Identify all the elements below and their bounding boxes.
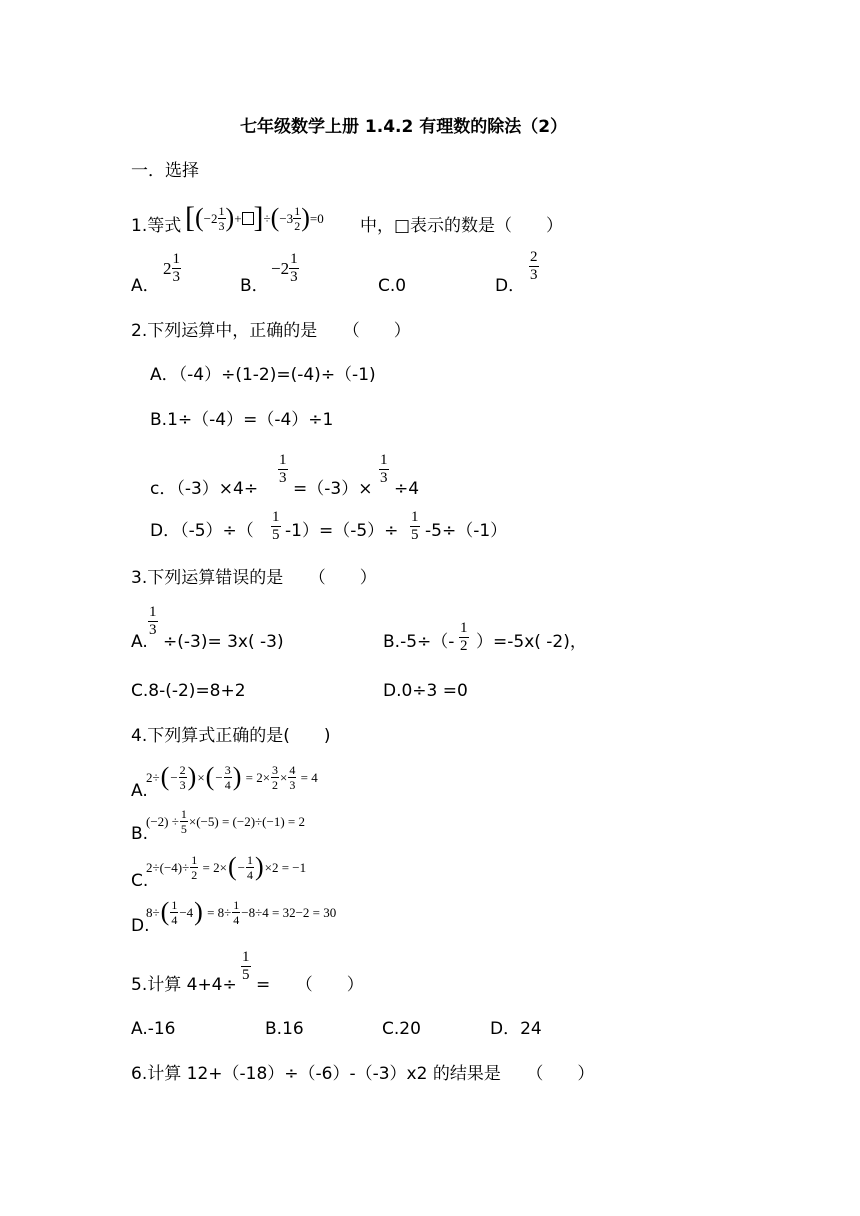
q1-option-a-label: A． xyxy=(131,276,160,296)
q2-option-c-frac2: $\frac{1}{3}$ xyxy=(380,452,388,486)
q3-stem: 3.下列运算错误的是 （ ） xyxy=(131,568,377,588)
q5-option-d: D．24 xyxy=(490,1019,542,1039)
q2-option-d-part1: D．（-5）÷（ xyxy=(150,521,254,541)
q4-stem: 4.下列算式正确的是( ) xyxy=(131,726,331,746)
q1-option-d-den: 3 xyxy=(530,267,538,283)
q1-option-b-fraction xyxy=(289,252,299,285)
q6-stem: 6.计算 12+（-18）÷（-6）-（-3）x2 的结果是 （ ） xyxy=(131,1064,595,1084)
q1-option-c: C.0 xyxy=(378,276,407,296)
q1-option-a-value xyxy=(163,252,181,285)
q2-option-d-part2: -1）=（-5）÷ xyxy=(285,521,399,541)
q1-prefix: 1.等式 xyxy=(131,216,182,236)
q1-option-a-whole: 2 xyxy=(163,259,172,278)
page-title: 七年级数学上册 1.4.2 有理数的除法（2） xyxy=(240,117,568,137)
q3-option-a-label: A. xyxy=(131,632,148,652)
q4-option-a-label: A. xyxy=(131,781,148,801)
q2-option-c-part3: ÷4 xyxy=(394,479,420,499)
q3-option-b-part1: B.-5÷（- xyxy=(383,632,455,652)
q1-option-d-num: 2 xyxy=(530,249,538,265)
q2-stem: 2.下列运算中，正确的是 （ ） xyxy=(131,321,411,341)
q1-option-d-label: D． xyxy=(495,276,526,296)
q1-option-b-value xyxy=(271,252,299,285)
q2-option-c-frac1: $\frac{1}{3}$ xyxy=(279,452,287,486)
q2-option-d-part3: -5÷（-1） xyxy=(425,521,508,541)
q4-option-c-label: C. xyxy=(131,871,149,891)
q1-option-b-num: 1 xyxy=(290,251,298,267)
q1-equation: [ ( −2 $\frac{1}{3}$ ) + ] ÷ ( −3 $\frac{1}{2}$ ) =0 xyxy=(185,201,324,234)
q3-option-c: C.8-(-2)=8+2 xyxy=(131,681,246,701)
q4-option-c-equation: 2÷(−4)÷ $\frac{1}{2}$ = 2× ( − $\frac{1}{4}$ ) ×2 = −1 xyxy=(146,852,307,882)
q3-option-b-frac: $\frac{1}{2}$ xyxy=(460,620,468,654)
q1-option-d-value xyxy=(529,250,539,283)
q3-option-b-part2: ）=-5x( -2)， xyxy=(476,632,587,652)
q2-option-c-part1: c．（-3）×4÷ xyxy=(150,479,259,499)
q1-option-a-fraction xyxy=(172,252,182,285)
q1-option-a-num: 1 xyxy=(172,251,180,267)
section-heading: 一．选择 xyxy=(131,161,199,181)
q5-part1: 5.计算 4+4÷ xyxy=(131,975,237,995)
q5-part2: = （ ） xyxy=(256,975,364,995)
q4-option-b-equation: (−2) ÷ $\frac{1}{5}$ ×(−5) = (−2)÷(−1) = 2 xyxy=(146,806,305,836)
q4-option-d-equation: 8÷ ( $\frac{1}{4}$ −4 ) = 8÷ $\frac{1}{4}$ −8÷4 = 32−2 = 30 xyxy=(146,897,337,927)
q3-option-d: D.0÷3 =0 xyxy=(383,681,468,701)
q4-option-b-label: B. xyxy=(131,824,149,844)
q1-option-d-fraction xyxy=(529,250,539,283)
q5-option-a: A.-16 xyxy=(131,1019,176,1039)
q3-option-a-frac: $\frac{1}{3}$ xyxy=(149,604,157,638)
q1-suffix: 中，□表示的数是（ ） xyxy=(360,216,564,236)
q2-option-b: B.1÷（-4）=（-4）÷1 xyxy=(150,410,334,430)
q5-option-b: B.16 xyxy=(265,1019,304,1039)
q1-option-b-den: 3 xyxy=(290,269,298,285)
q4-option-d-label: D. xyxy=(131,916,150,936)
q1-option-a-den: 3 xyxy=(172,269,180,285)
q3-option-a-rest: ÷(-3)= 3x( -3) xyxy=(163,632,284,652)
q2-option-d-frac1: $\frac{1}{5}$ xyxy=(272,509,280,543)
q2-option-c-part2: =（-3）× xyxy=(293,479,373,499)
q1-option-b-label: B． xyxy=(240,276,269,296)
q4-option-a-equation: 2÷ ( − $\frac{2}{3}$ ) × ( − $\frac{3}{4}$ ) = 2× $\frac{3}{2}$ × $\frac{4}{3}$ = 4 xyxy=(146,762,318,792)
q2-option-d-frac2: $\frac{1}{5}$ xyxy=(411,509,419,543)
q2-option-a: A．（-4）÷(1-2)=(-4)÷（-1) xyxy=(150,365,376,385)
q5-option-c: C.20 xyxy=(382,1019,421,1039)
q1-option-b-whole: −2 xyxy=(271,259,290,278)
q5-frac: $\frac{1}{5}$ xyxy=(242,949,250,983)
